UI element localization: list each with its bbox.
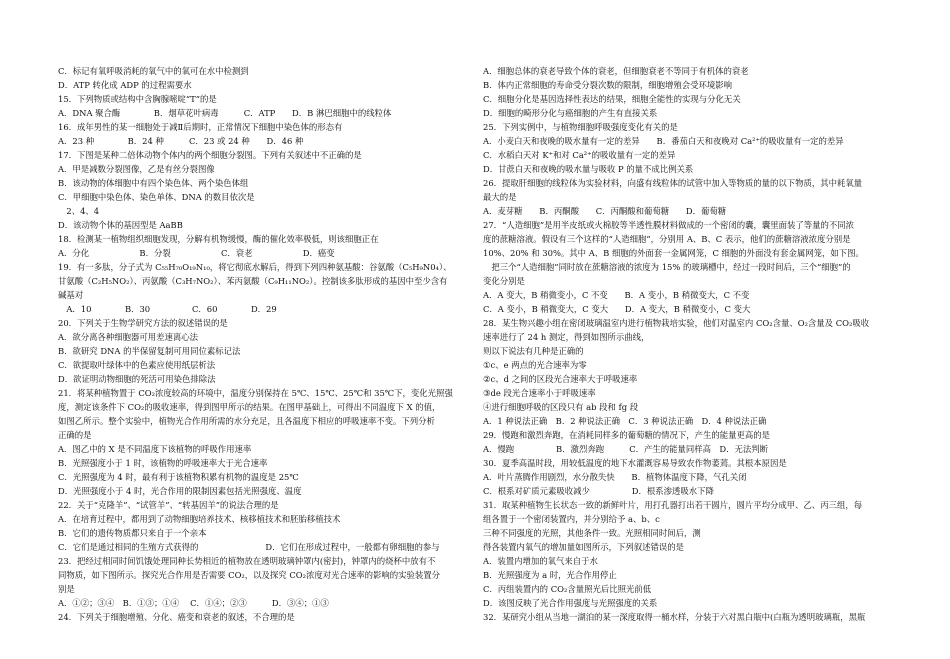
options-line: A．小麦白天和夜晚的吸水量有一定的差异 B．番茄白天和夜晚对 Ca²⁺的吸收量有一定的差异	[483, 136, 844, 146]
question-24: 24．下列关于细胞增殖、分化、癌变和衰老的叙述，不合理的是	[58, 612, 295, 622]
right-column	[483, 64, 892, 624]
text-line: B．欲研究 DNA 的半保留复制可用同位素标记法	[58, 346, 241, 356]
text-line: A．细胞总体的衰老导致个体的衰老，但细胞衰老不等同于有机体的衰老	[483, 66, 749, 76]
question-16: 16．成年男性的某一细胞处于减Ⅱ后期时，正常情况下细胞中染色体的形态有	[58, 122, 343, 132]
text-line: 得各装置内氧气的增加量如图所示，下列叙述错误的是	[483, 542, 684, 552]
question-31: 31．取某种植物生长状态一致的新鲜叶片，用打孔器打出若干圆片，圆片平均分成甲、乙、丙三组，每	[483, 500, 863, 510]
question-20: 20．下列关于生物学研究方法的叙述错误的是	[58, 318, 228, 328]
text-line: D．该动物个体的基因型是 AaBB	[58, 220, 183, 230]
question-19: 19．有一多肽，分子式为 C₅₅H₇₀O₁₉N₁₀，将它彻底水解后，得到下列四种氨基酸：谷氨酸（C₅H₉N0₄）、	[58, 262, 452, 272]
text-line: B．它们的遗传物质都只来自于一个亲本	[58, 528, 207, 538]
options-line: D．甘蔗白天和夜晚的吸水量与吸收 P 的量不成比例关系	[483, 164, 694, 174]
question-22: 22．关于“克隆羊”、“试管羊”、“转基因羊”的说法合理的是	[58, 500, 279, 510]
question-25: 25．下列实例中，与植物细胞呼吸强度变化有关的是	[483, 122, 678, 132]
text-line: C．光照强度为 4 时，最有利于该植物积累有机物的温度是 25℃	[58, 472, 299, 482]
text-line: A．甲是减数分裂图像，乙是有丝分裂图像	[58, 164, 215, 174]
text-line: D．该图反映了光合作用强度与光照强度的关系	[483, 598, 658, 608]
options-line: C．水稻白天对 K⁺和对 Ca²⁺的吸收量有一定的差异	[483, 150, 676, 160]
text-line: D．光照强度小于 4 时，光合作用的限制因素包括光照强度、温度	[58, 486, 302, 496]
text-line: 别是	[58, 584, 75, 594]
text-line: ①c、e 两点的光合速率为零	[483, 360, 587, 370]
text-line: B．该动物的体细胞中有四个染色体、两个染色体组	[58, 178, 249, 188]
question-18: 18．检测某一植物组织细胞发现，分解有机物缓慢，酶的催化效率极低，则该细胞正在	[58, 234, 379, 244]
options-line: A．1 种说法正确 B．2 种说法正确 C．3 种说法正确 D．4 种说法正确	[483, 416, 767, 426]
text-line: 2、4、4	[58, 206, 100, 216]
text-line: 组各置于一个密闭装置内，并分别给予 a、b、c	[483, 514, 660, 524]
text-line: D．欲证明动物细胞的死活可用染色排除法	[58, 374, 216, 384]
text-line: 度的蔗糖溶液。假设有三个这样的“人造细胞”，分别用 A、B、C 表示，他们的蔗糖溶液浓度分别是	[483, 234, 851, 244]
options-line: A．麦芽糖 B．丙酮酸 C．丙酮酸和葡萄糖 D．葡萄糖	[483, 206, 727, 216]
left-column	[58, 64, 466, 624]
text-line: 度，测定该条件下 CO₂的吸收速率，得到图甲所示的结果。在图甲基础上，可得出不同温度下 X 的值，	[58, 402, 441, 412]
text-line: D．细胞的畸形分化与癌细胞的产生有直接关系	[483, 108, 658, 118]
text-line: 同物质，如下图所示。探究光合作用是否需要 CO₂，以及探究 CO₂浓度对光合速率的影响的实验装置分	[58, 570, 440, 580]
text-line: 速率进行了 24 h 测定，得到如图所示曲线，	[483, 332, 650, 342]
text-line: 三种不同强度的光照，其他条件一致。光照相同时间后，测	[483, 528, 701, 538]
text-line: ③de 段光合速率小于呼吸速率	[483, 388, 596, 398]
text-line: 正确的是	[58, 430, 92, 440]
text-line: B．体内正常细胞的寿命受分裂次数的限制，细胞增殖会受环境影响	[483, 80, 733, 90]
text-line: D．ATP 转化成 ADP 的过程需要水	[58, 80, 192, 90]
text-line: C．标记有氧呼吸消耗的氧气中的氧可在水中检测到	[58, 66, 249, 76]
text-line: B．光照强度为 a 时，光合作用停止	[483, 570, 617, 580]
text-line: 最大的是	[483, 192, 517, 202]
text-line: 则以下说法有几种是正确的	[483, 346, 584, 356]
options-line: A．①②；③④ B．①③；①④ C．①④；②③ D．③④；①③	[58, 598, 329, 608]
options-line: A．慢跑 B．激烈奔跑 C．产生的能量同样高 D．无法判断	[483, 444, 768, 454]
question-32: 32．某研究小组从当地一湖泊的某一深度取得一桶水样，分装于六对黑白瓶中(白瓶为透明玻璃瓶，黑瓶	[483, 612, 866, 622]
text-line: ④进行细胞呼吸的区段只有 ab 段和 fg 段	[483, 402, 639, 412]
text-line: A．图乙中的 X 是不同温度下该植物的呼吸作用速率	[58, 444, 252, 454]
question-17: 17．下图是某种二倍体动物个体内的两个细胞分裂图。下列有关叙述中不正确的是	[58, 150, 362, 160]
options-line: A．叶片蒸腾作用剧烈，水分散失快 B．植物体温度下降，气孔关闭	[483, 472, 747, 482]
text-line: A．在培育过程中，都用到了动物细胞培养技术、核移植技术和胚胎移植技术	[58, 514, 341, 524]
question-29: 29．慢跑和激烈奔跑，在消耗同样多的葡萄糖的情况下，产生的能量更高的是	[483, 430, 771, 440]
text-line: 把三个“人造细胞”同时放在蔗糖溶液的浓度为 15% 的玻璃槽中，经过一段时间后，三个“细胞”的	[483, 262, 851, 272]
options-line: A．10 B．30 C．60 D．29	[58, 304, 277, 314]
options-line: A．A 变大，B 稍微变小，C 不变 B．A 变小，B 稍微变大，C 不变	[483, 290, 750, 300]
options-line: A．分化 B．分裂 C．衰老 D．癌变	[58, 248, 335, 258]
text-line: 如图乙所示。整个实验中，植物光合作用所需的水分充足，且各温度下相应的呼吸速率不变。下列分析	[58, 416, 435, 426]
options-line: C．根系对矿质元素吸收减少 D．根系渗透吸水下降	[483, 486, 714, 496]
options-line: A．23 种 B．24 种 C．23 或 24 种 D．46 种	[58, 136, 304, 146]
question-26: 26．提取肝细胞的线粒体为实验材料，向盛有线粒体的试管中加入等物质的量的以下物质，其中耗氧量	[483, 178, 863, 188]
options-line: A．DNA 聚合酶 B．烟草花叶病毒 C．ATP D．B 淋巴细胞中的线粒体	[58, 108, 392, 118]
text-line: B．光照强度小于 1 时，该植物的呼吸速率大于光合速率	[58, 458, 268, 468]
text-line: 甘氨酸（C₂H₅NO₂）、丙氨酸（C₃H₇NO₂）、苯丙氨酸（C₉H₁₁NO₂）。控制该多肽形成的基因中至少含有	[58, 276, 448, 286]
text-line: A．欲分离各种细胞器可用差速离心法	[58, 332, 199, 342]
text-line: C．细胞分化是基因选择性表达的结果，细胞全能性的实现与分化无关	[483, 94, 741, 104]
text-line: A．装置内增加的氧气来自于水	[483, 556, 598, 566]
question-28: 28．某生物兴趣小组在密闭玻璃温室内进行植物栽培实验，他们对温室内 CO₂含量、O₂含量及 CO₂吸收	[483, 318, 870, 328]
question-21: 21．将某种植物置于 CO₂浓度较高的环境中，温度分别保持在 5℃、15℃、25℃和 35℃下，变化光照强	[58, 388, 453, 398]
text-line: 碱基对	[58, 290, 84, 300]
text-line: 变化分别是	[483, 276, 525, 286]
text-line: C．丙组装置内的 CO₂含量照光后比照光前低	[483, 584, 652, 594]
question-30: 30．夏季高温时段，用较低温度的地下水灌溉容易导致农作物萎蔫。其根本原因是	[483, 458, 787, 468]
question-23: 23．把经过相同时间饥饿处理同种长势相近的植物放在透明玻璃钟罩内(密封)，钟罩内的烧杯中放有不	[58, 556, 436, 566]
text-line: ②c、d 之间的区段光合速率大于呼吸速率	[483, 374, 638, 384]
text-line: C．甲细胞中染色体、染色单体、DNA 的数目依次是	[58, 192, 255, 202]
text-line: 10%、20% 和 30%。其中 A、B 细胞的外面套一金属网笼，C 细胞的外面没有套金属网笼，如下图。	[483, 248, 864, 258]
question-27: 27．“人造细胞”是用半皮纸或火棉胶等半透性膜材料做成的一个密闭的囊，囊里面装了等量的不同浓	[483, 220, 854, 230]
text-line: C．它们是通过相同的生殖方式获得的 D．它们在形成过程中，一般都有卵细胞的参与	[58, 542, 440, 552]
options-line: C．A 变小，B 稍微变大，C 变大 D．A 变大，B 稍微变小，C 变大	[483, 304, 751, 314]
question-15: 15．下列物质或结构中含胸腺嘧啶“T”的是	[58, 94, 217, 104]
text-line: C．欲提取叶绿体中的色素应使用纸层析法	[58, 360, 216, 370]
